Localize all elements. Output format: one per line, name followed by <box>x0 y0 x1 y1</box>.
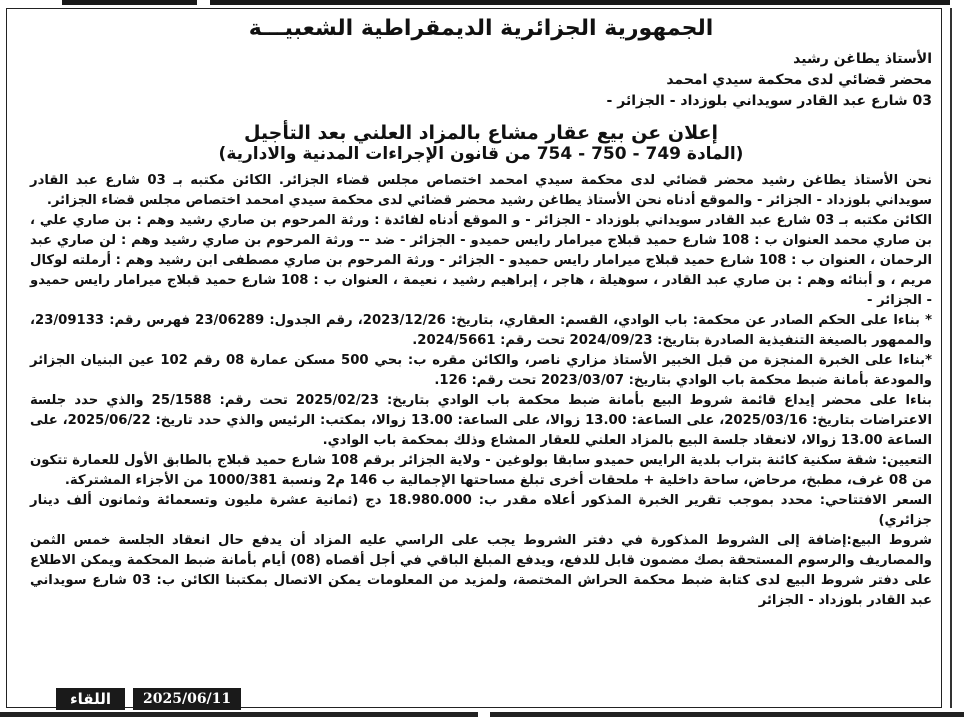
top-rule-left <box>62 0 197 5</box>
publication-date: 2025/06/11 <box>133 688 241 710</box>
bottom-rule-left <box>0 712 478 717</box>
republic-heading: الجمهورية الجزائرية الديمقراطية الشعبيـــة <box>248 16 714 41</box>
bottom-rule-right <box>490 712 964 717</box>
body-paragraph-designation: التعيين: شقة سكنية كائنة بتراب بلدية الرايس حميدو سابقا بولوغين - ولاية الجزائر برقم 108 شارع حميد قبلاج بالطابق الأول للعمارة تتكون من 08 غرف، مطبخ، مرحاض، ساحة داخلية + ملحقات أخرى تبلغ مساحتها الإجمالية ب 146 م2 ونسبة 1000/381 من الأجزاء المشتركة. <box>30 453 932 488</box>
top-rule-right <box>210 0 950 5</box>
notice-body <box>30 171 932 611</box>
body-paragraph-deposit: بناءا على محضر إيداع قائمة شروط البيع بأمانة ضبط محكمة باب الوادي بتاريخ: 2025/02/23 تحت رقم: 25/1588 والذي حدد جلسة الاعتراضات بتاريخ: 2025/03/16، على الساعة: 13.00 زوالا، على الساعة: 13.00 زوالا، بمكتب: الرئيس والذي حدد تاريخ: 2025/06/22، على الساعة 13.00 زوالا، لانعقاد جلسة البيع بالمزاد العلني للعقار المشاع وذلك بمحكمة باب الوادي. <box>30 393 932 448</box>
body-paragraph-parties: الكائن مكتبه بـ 03 شارع عبد القادر سويداني بلوزداد - الجزائر - و الموقع أدناه لفائدة : ورثة المرحوم بن صاري رشيد وهم : بن صاري علي ، بن صاري محمد العنوان ب : 108 شارع حميد قبلاج ميرامار رايس حميدو - الجزائر - ضد -- ورثة المرحوم بن صاري رشيد وهم : لن صاري عبد الرحمان ، العنوان ب : 108 شارع حميد قبلاج ميرامار رايس حميدو - الجزائر - ورثة المرحوم بن صاري مصطفى ابن رشيد وهم : أرملته لوكال مريم ، و أبنائه وهم : بن صاري عبد القادر ، سوهيلة ، هاجر ، إبراهيم رشيد ، نعيمة ، العنوان ب : 108 شارع حميد قبلاج ميرامار رايس حميدو - الجزائر - <box>30 213 932 308</box>
footer-bar <box>56 688 241 710</box>
column-rule <box>950 8 952 708</box>
newspaper-name: اللقاء <box>56 688 125 710</box>
bailiff-name: الأستاذ يطاغن رشيد <box>793 51 932 67</box>
body-paragraph-intro: نحن الأستاذ يطاغن رشيد محضر قضائي لدى محكمة سيدي امحمد اختصاص مجلس قضاء الجزائر. الكائن مكتبه بـ 03 شارع عبد القادر سويداني بلوزداد - الجزائر - والموقع أدناه نحن الأستاذ يطاغن رشيد محضر قضائي لدى محكمة سيدي امحمد اختصاص مجلس قضاء الجزائر. <box>30 173 933 208</box>
body-paragraph-judgment: * بناءا على الحكم الصادر عن محكمة: باب الوادي، القسم: العقاري، بتاريخ: 2023/12/26، رقم الجدول: 23/06289 فهرس رقم: 23/09133، والممهور بالصيغة التنفيذية الصادرة بتاريخ: 2024/09/23 تحت رقم: 2024/5661. <box>30 313 933 348</box>
bailiff-office-block <box>30 49 932 112</box>
bailiff-address: 03 شارع عبد القادر سويداني بلوزداد - الجزائر - <box>606 93 932 109</box>
notice-content <box>30 14 932 611</box>
body-paragraph-conditions: شروط البيع:إضافة إلى الشروط المذكورة في دفتر الشروط يجب على الراسي عليه المزاد أن يدفع حال انعقاد الجلسة خمس الثمن والمصاريف والرسوم المستحقة بصك مضمون قابل للدفع، ويدفع المبلغ الباقي في أجل أقصاه (08) أيام بأمانة ضبط المحكمة ويمكن الاطلاع على دفتر شروط البيع لدى كتابة ضبط محكمة الحراش المختصة، ولمزيد من المعلومات يمكن الاتصال بمكتبنا الكائن ب: 03 شارع سويداني عبد القادر بلوزداد - الجزائر <box>30 533 932 608</box>
body-paragraph-expertise: *بناءا على الخبرة المنجزة من قبل الخبير الأستاذ مزاري ناصر، والكائن مقره ب: بحي 500 مسكن عمارة 08 رقم 102 عين البنيان الجزائر والمودعة بأمانة ضبط محكمة باب الوادي بتاريخ: 2023/03/07 تحت رقم: 126. <box>30 353 932 388</box>
body-paragraph-price: السعر الافتتاحي: محدد بموجب تقرير الخبرة المذكور أعلاه مقدر ب: 18.980.000 دج (ثمانية عشرة مليون وتسعمائة وثمانون ألف دينار جزائري) <box>30 493 932 528</box>
top-strip <box>0 0 964 6</box>
bailiff-court: محضر قضائي لدى محكمة سيدي امحمد <box>666 72 932 88</box>
notice-title: إعلان عن بيع عقار مشاع بالمزاد العلني بعد التأجيل <box>243 122 719 144</box>
notice-subtitle: (المادة 749 - 750 - 754 من قانون الإجراءات المدنية والادارية) <box>218 144 744 164</box>
